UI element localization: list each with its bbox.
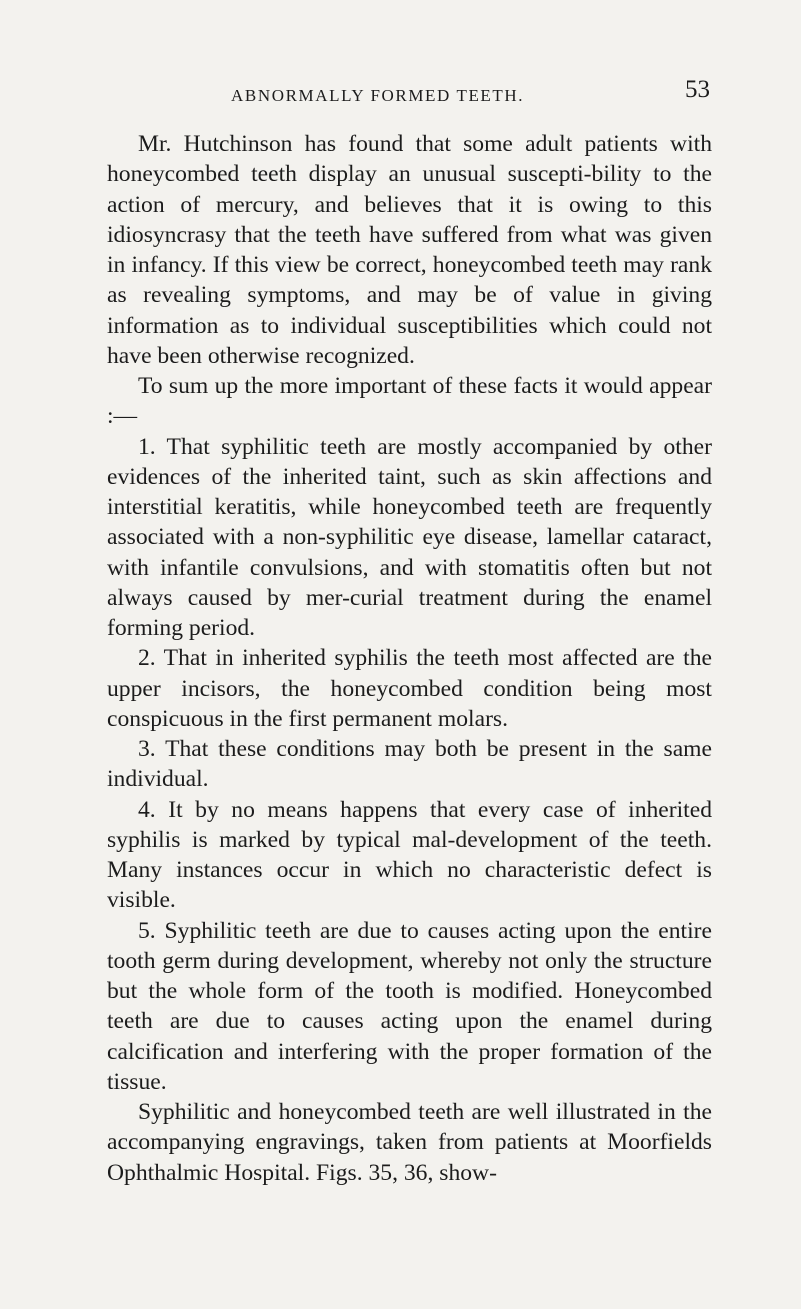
paragraph-point-2: 2. That in inherited syphilis the teeth most affected are the upper incisors, the honeycombed condition being most conspicuous in the first permanent molars.	[107, 645, 712, 732]
paragraph-summary-intro: To sum up the more important of these facts it would appear :—	[107, 373, 712, 430]
paragraph-point-5: 5. Syphilitic teeth are due to causes acting upon the entire tooth germ during development, whereby not only the structure but the whole form of the tooth is modified. Honeycombed teeth are due to causes acting upon the enamel during calcification and interfering with the proper formation of the tissue.	[107, 917, 712, 1095]
running-head	[107, 72, 712, 108]
paragraph-hutchinson-mercury: Mr. Hutchinson has found that some adult patients with honeycombed teeth display an unusual suscepti-bility to the action of mercury, and believes that it is owing to this idiosyncrasy that the teeth have suffered from what was given in infancy. If this view be correct, honeycombed teeth may rank as revealing symptoms, and may be of value in giving information as to individual susceptibilities which could not have been otherwise recognized.	[107, 131, 712, 369]
running-title: ABNORMALLY FORMED TEETH.	[231, 86, 525, 105]
paragraph-illustrations: Syphilitic and honeycombed teeth are well illustrated in the accompanying engravings, taken from patients at Moorfields Ophthalmic Hospital. Figs. 35, 36, show-	[107, 1099, 712, 1186]
page-number: 53	[685, 76, 710, 103]
book-page	[107, 72, 712, 1188]
paragraph-point-3: 3. That these conditions may both be present in the same individual.	[107, 736, 712, 793]
paragraph-point-4: 4. It by no means happens that every case of inherited syphilis is marked by typical mal-development of the teeth. Many instances occur in which no characteristic defect is visible.	[107, 796, 712, 914]
body-text	[107, 129, 712, 1188]
paragraph-point-1: 1. That syphilitic teeth are mostly accompanied by other evidences of the inherited taint, such as skin affections and interstitial keratitis, while honeycombed teeth are frequently associated with a non-syphilitic eye disease, lamellar cataract, with infantile convulsions, and with stomatitis often but not always caused by mer-curial treatment during the enamel forming period.	[107, 433, 712, 641]
